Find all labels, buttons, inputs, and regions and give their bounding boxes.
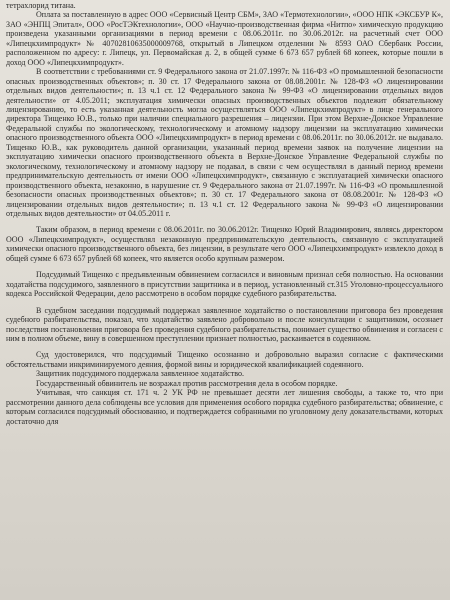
paragraph-defender: Защитник подсудимого поддержала заявленное ходатайство. xyxy=(36,369,245,379)
paragraph-court-hearing: В судебном заседании подсудимый поддержал заявленное ходатайство о постановлении приговора без проведения судебного разбирательства, показал, что ходатайство заявлено добровольно и после консультации с защитником, осознает последствия постановления приговора без проведения судебного разбирательства, понимает существо обвинения и согласен с ним в полном объеме, вину в совершенном преступлении признает полностью, раскаивается в содеянном. xyxy=(6,305,443,343)
paragraph-payment: Оплата за поставленную в адрес ООО «Сервисный Центр СБМ», ЗАО «Термотехнологии», «ООО НПК «ЭКСБУР К», ЗАО «ЭНПЦ Эпитал», ООО «РосТЭКтехнологии», ООО «Научно-производственная фирма «Нитпо» химическую продукцию произведена указанными организациями в период времени с 08.06.2011г. по 30.06.2012г. на расчетный счет ООО «Липецкхимпродукт» № 40702810635000009768, открытый в Липецком отделении № 8593 ОАО Сбербанк России, расположенном по адресу: г. Липецк, ул. Первомайская д. 2, в общей сумме 6 673 657 рублей 68 копеек, которые пошли в доход ООО «Липецкхимпродукт». xyxy=(6,10,443,67)
paragraph-licensing-requirements: В соответствии с требованиями ст. 9 Федерального закона от 21.07.1997г. № 116-ФЗ «О промышленной безопасности опасных производственных объектов»; п. 30 ст. 17 Федерального закона от 08.08.2001г. № 128-ФЗ «О лицензировании отдельных видов деятельности»; п. 13 ч.1 ст. 12 Федерального закона № 99-ФЗ «О лицензировании отдельных видов деятельности» от 4.05.2011; эксплуатация химически опасных производственных объектов подлежит обязательному лицензированию, то есть указанная деятельность могла осуществляться ООО «Липецкхимпродукт» в лице генерального директора Тищенко Ю.В., только при наличии специального разрешения – лицензии. При этом Верхне-Донское Управление Федеральной службы по экологическому, технологическому и атомному надзору лицензии на эксплуатацию химически опасного производственного объекта ООО «Липецкхимпродукт» в период времени с 08.06.2011г. по 30.06.2012г. не выдавало. Тищенко Ю.В., как руководитель данной организации, указанный период времени заявок на получение лицензии на эксплуатацию химически опасного производственного объекта в Верхне-Донское Управление Федеральной службы по экологическому, технологическому и атомному надзору не подавал, в связи с чем осуществлял в данный период времени предпринимательскую деятельность от имени ООО «Липецкхимпродукт», связанную с эксплуатацией химически опасного производственного объекта, незаконно, в нарушение ст. 9 Федерального закона от 21.07.1997г. № 116-ФЗ «О промышленной безопасности опасных производственных объектов»; п. 30 ст. 17 Федерального закона от 08.08.2001г. № 128-ФЗ «О лицензировании отдельных видов деятельности»; п. 13 ч.1 ст. 12 Федерального закона № 99-ФЗ «О лицензировании отдельных видов деятельности» от 04.05.2011 г. xyxy=(6,67,443,218)
paragraph-conclusion: Таким образом, в период времени с 08.06.2011г. по 30.06.2012г. Тищенко Юрий Владимирович, являясь директором ООО «Липецкхимпродукт», осуществлял незаконную предпринимательскую деятельность, связанную с эксплуатацией химически опасного производственного объекта, без лицензии, в результате чего ООО «Липецкхимпродукт» извлекло доход в общей сумме 6 673 657 рублей 68 копеек, что является особо крупным размером. xyxy=(6,225,443,263)
paragraph-sanction: Учитывая, что санкция ст. 171 ч. 2 УК РФ не превышает десяти лет лишения свободы, а также то, что при рассмотрении данного дела соблюдены все условия для применения особого порядка судебного разбирательства; обвинение, с которым согласился подсудимый обоснованно, и подтверждается собранными по уголовному делу доказательствами, которых достаточно для xyxy=(6,388,443,426)
paragraph-lead-fragment: тетрахлорид титана. xyxy=(6,1,76,10)
paragraph-prosecutor: Государственный обвинитель не возражал против рассмотрения дела в особом порядке. xyxy=(36,378,338,388)
paragraph-guilty-plea: Подсудимый Тищенко с предъявленным обвинением согласился и виновным признал себя полностью. На основании ходатайства подсудимого, заявленного в присутствии защитника и в период, установленный ст.315 Уголовно-процессуального кодекса Российской Федерации, дело рассмотрено в особом порядке судебного разбирательства. xyxy=(6,270,443,299)
paragraph-court-satisfied: Суд удостоверился, что подсудимый Тищенко осознанно и добровольно выразил согласие с фактическими обстоятельствами инкриминируемого деяния, формой вины и юридической квалификацией содеянного. xyxy=(6,350,443,369)
